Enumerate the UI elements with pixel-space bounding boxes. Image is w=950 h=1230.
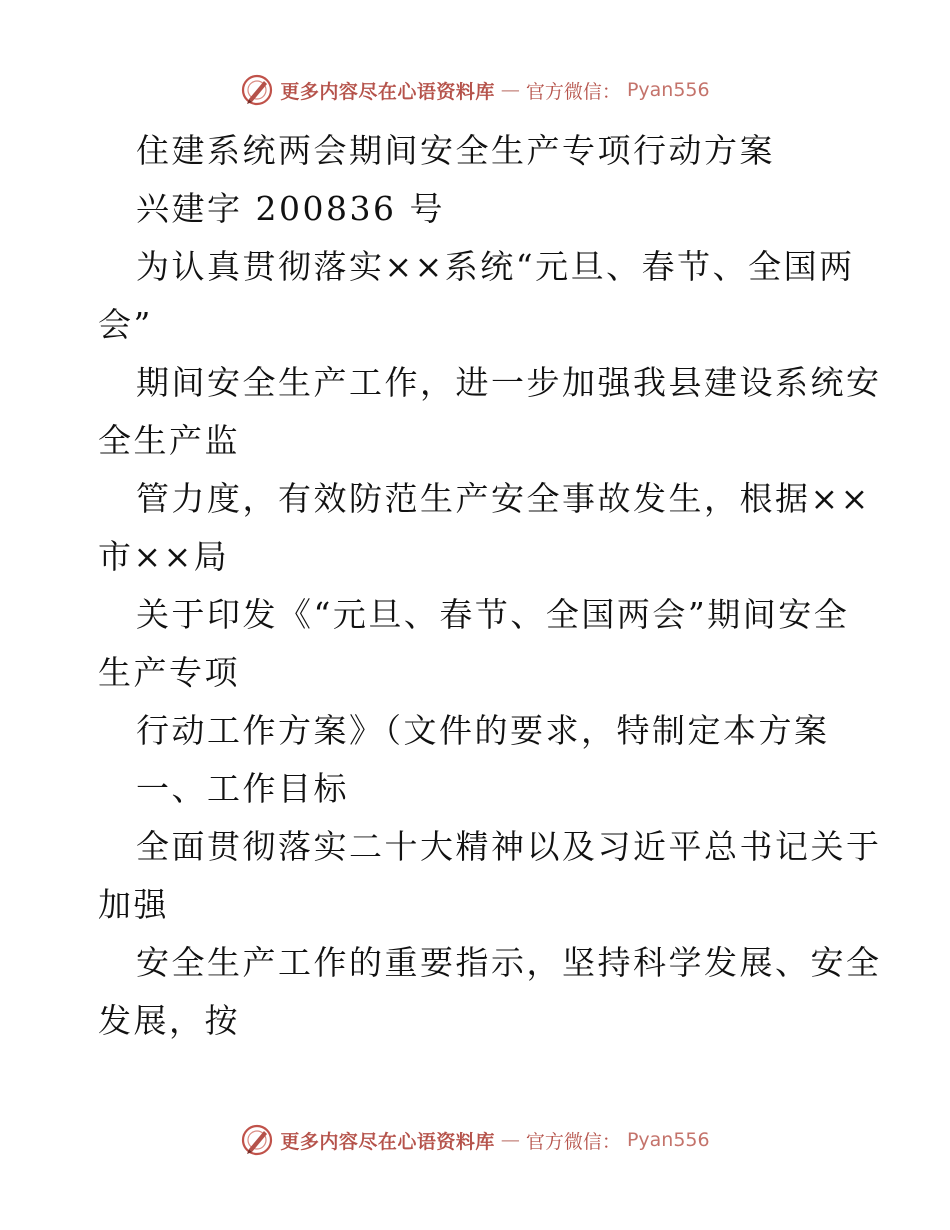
document-line: 为认真贯彻落实××系统“元旦、春节、全国两 — [136, 247, 855, 286]
banner-wechat-label: 官方微信： — [525, 80, 621, 103]
document-line: 一、工作目标 — [136, 769, 349, 808]
banner-wechat-label: 官方微信： — [525, 1130, 621, 1153]
footer-watermark-banner — [0, 1120, 950, 1160]
document-line: 行动工作方案》（文件的要求，特制定本方案 — [136, 711, 830, 750]
banner-wechat-id: Pyan556 — [626, 1129, 710, 1151]
banner-brand-text: 更多内容尽在心语资料库 — [280, 80, 495, 103]
document-line: 安全生产工作的重要指示，坚持科学发展、安全 — [136, 943, 882, 982]
banner-brand-text: 更多内容尽在心语资料库 — [280, 1130, 495, 1153]
banner-wechat-id: Pyan556 — [626, 79, 710, 101]
document-line: 全面贯彻落实二十大精神以及习近平总书记关于 — [136, 827, 882, 866]
banner-dash: — — [500, 79, 520, 101]
document-line: 加强 — [98, 885, 169, 924]
document-line: 关于印发《“元旦、春节、全国两会”期间安全 — [136, 595, 850, 634]
document-line: 发展，按 — [98, 1001, 240, 1040]
document-line: 住建系统两会期间安全生产专项行动方案 — [136, 131, 775, 170]
document-line: 全生产监 — [98, 421, 240, 460]
pen-circle-logo-icon — [240, 73, 274, 107]
banner-dash: — — [500, 1129, 520, 1151]
header-watermark-banner — [0, 70, 950, 110]
document-body — [98, 122, 882, 1050]
document-line: 管力度，有效防范生产安全事故发生，根据×× — [136, 479, 871, 518]
document-line: 会” — [98, 305, 153, 344]
document-line: 市××局 — [98, 537, 230, 576]
pen-circle-logo-icon — [240, 1123, 274, 1157]
document-line: 期间安全生产工作，进一步加强我县建设系统安 — [136, 363, 882, 402]
document-line: 兴建字 200836 号 — [136, 189, 445, 228]
document-line: 生产专项 — [98, 653, 240, 692]
